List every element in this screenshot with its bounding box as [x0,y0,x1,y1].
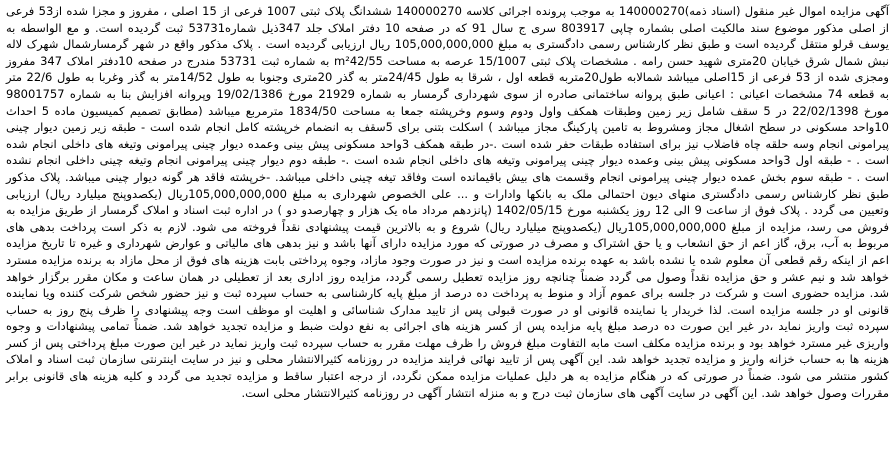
notice-body-text: آگهی مزایده اموال غیر منقول (اسناد ذمه)140000270 به موجب پرونده اجرائی کلاسه 140000270 ششدانگ پلاک ثبتی 1007 فرعی از 15 اصلی ، مفروز و مجزا شده از53 فرعی از اصلی مذکور موضوع سند مالکیت اصلی بشماره چاپی 803917 سری ج سال 91 که در صفحه 10 دفتر املاک جلد 347ذیل شماره53731 ثبت گردیده است. و مع الواسطه به یوسف قرلو منتقل گردیده است و طبق نظر کارشناس رسمی دادگستری به مبلغ 105,000,000,000 ریال ارزیابی گردیده است . پلاک مذکور واقع در شهر گرمسارشمال شهرک لاله نبش شمال شرق خیابان 20متری شهید حسن رامه . مشخصات پلاک ثبتی 15/1007 عرصه به مساحت m²42/55 به شماره ثبت 53731 مندرج در صفحه 10دفتر املاک 347 مفروز ومجزی شده از 53 فرعی از 15اصلی میباشد شمالابه طول20متربه قطعه اول ، شرقا به طول 24/45متر به گذر 20متری وجنوبا به طول 14/52متر به گذر وغربا به طول 22/6 متر به قطعه 74 مشخصات اعیانی : اعیانی طبق پروانه ساختمانی صادره از سوی شهرداری گرمسار به شماره 21929 مورخ 19/02/1386 وپروانه افزایش بنا به شماره 98001757 مورخ 22/02/1398 در 5 سقف شامل زیر زمین وطبقات همکف واول ودوم وسوم وخرپشته جمعا به مساحت 1834/50 مترمربع میباشد (مطابق تصمیم کمیسیون ماده 5 احداث 10واحد مسکونی در سطح اشغال مجاز ومشروط به تامین پارکینگ مجاز میباشد ) اسکلت بتنی برای 5سقف به انضمام خرپشته کامل انجام شده است - طبقه زیر زمین دیوار چینی پیرامونی انجام وسه حلقه چاه فاضلاب نیز برای استفاده طبقات حفر شده است .-در طبقه همکف 3واحد مسکونی پیش بینی وعمده دیوار چینی پیرامونی وتیغه های داخلی انجام شده است . - طبقه اول 3واحد مسکونی پیش بینی وعمده دیوار چینی پیرامونی وتیغه های داخلی انجام شده است .- طبقه دوم دیوار چینی پیرامونی انجام وتیغه چینی داخلی انجام نشده است . - طبقه سوم بخش عمده دیوار چینی پیرامونی انجام وقسمت های بیش باقیمانده است وفاقد تیغه چینی داخلی میباشد. -خرپشته فاقد هر گونه دیوار چینی میباشد. پلاک مذکور طبق نظر کارشناس رسمی دادگستری منهای دیون احتمالی ملک به بانکها وادارات و ... علی الخصوص شهرداری به مبلغ 105,000,000,000ریال (یکصدوپنج میلیارد ریال) ارزیابی وتعیین می گردد . پلاک فوق از ساعت 9 الی 12 روز یکشنبه مورخ 1402/05/15 (پانزدهم مرداد ماه یک هزار و چهارصدو دو ) در اداره ثبت اسناد و املاک گرمسار از طریق مزایده به فروش می رسد، مزایده از مبلغ 105,000,000,000ریال (یکصدوپنج میلیارد ریال) شروع و به بالاترین قیمت پیشنهادی نقداً فروخته می شود. لازم به ذکر است پرداخت بدهی های مربوط به آب، برق، گاز اعم از حق انشعاب و یا حق اشتراک و مصرف در صورتی که مورد مزایده دارای آنها باشد و نیز بدهی های مالیاتی و عوارض شهرداری و غیره تا تاریخ مزایده اعم از اینکه رقم قطعی آن معلوم شده یا نشده باشد به عهده برنده مزایده است و نیز در صورت وجود مازاد، وجوه پرداختی بابت هزینه های فوق از محل مازاد به برنده مزایده مسترد خواهد شد و نیم عشر و حق مزایده نقداً وصول می گردد ضمناً چنانچه روز مزایده تعطیل رسمی گردد، مزایده روز اداری بعد از تعطیلی در همان ساعت و مکان مقرر برگزار خواهد شد. مزایده حضوری است و شرکت در جلسه برای عموم آزاد و منوط به پرداخت ده درصد از مبلغ پایه کارشناسی به حساب سپرده ثبت و نیز حضور شخص شرکت کننده ویا نماینده قانونی او در جلسه مزایده است. لذا خریدار یا نماینده قانونی او در صورت قبولی پس از تایید مدارک شناسائی و اهلیت او موظف است وجه پیشنهادی را ظرف پنج روز به حساب سپرده ثبت واریز نماید ،در غیر این صورت ده درصد مبلغ پایه مزایده پس از کسر هزینه های اجرائی به نفع دولت ضبط و مزایده تجدید خواهد شد. ضمناً تمامی پیشنهادات و وجوه واریزی غیر مسترد خواهد بود و برنده مزایده مکلف است مابه التفاوت مبلغ فروش را ظرف مهلت مقرر به حساب سپرده ثبت واریز نماید در غیر این صورت مبلغ پرداختی پس از کسر هزینه ها به حساب خزانه واریز و مزایده تجدید خواهد شد. این آگهی پس از تایید نهائی فرایند مزایده در روزنامه کثیرالانتشار محلی و نیز در سایت اینترنتی سازمان ثبت اسناد و املاک کشور منتشر می شود. ضمناً در صورتی که در هنگام مزایده به هر دلیل عملیات مزایده ممکن نگردد، از درجه اعتبار ساقط و مزایده تجدید می گردد و کلیه هزینه های قانونی برابر مقررات وصول خواهد شد. این آگهی در سایت آگهی های سازمان ثبت درج و به منزله انتشار آگهی در روزنامه کثیرالانتشار محلی است. [6,4,890,400]
